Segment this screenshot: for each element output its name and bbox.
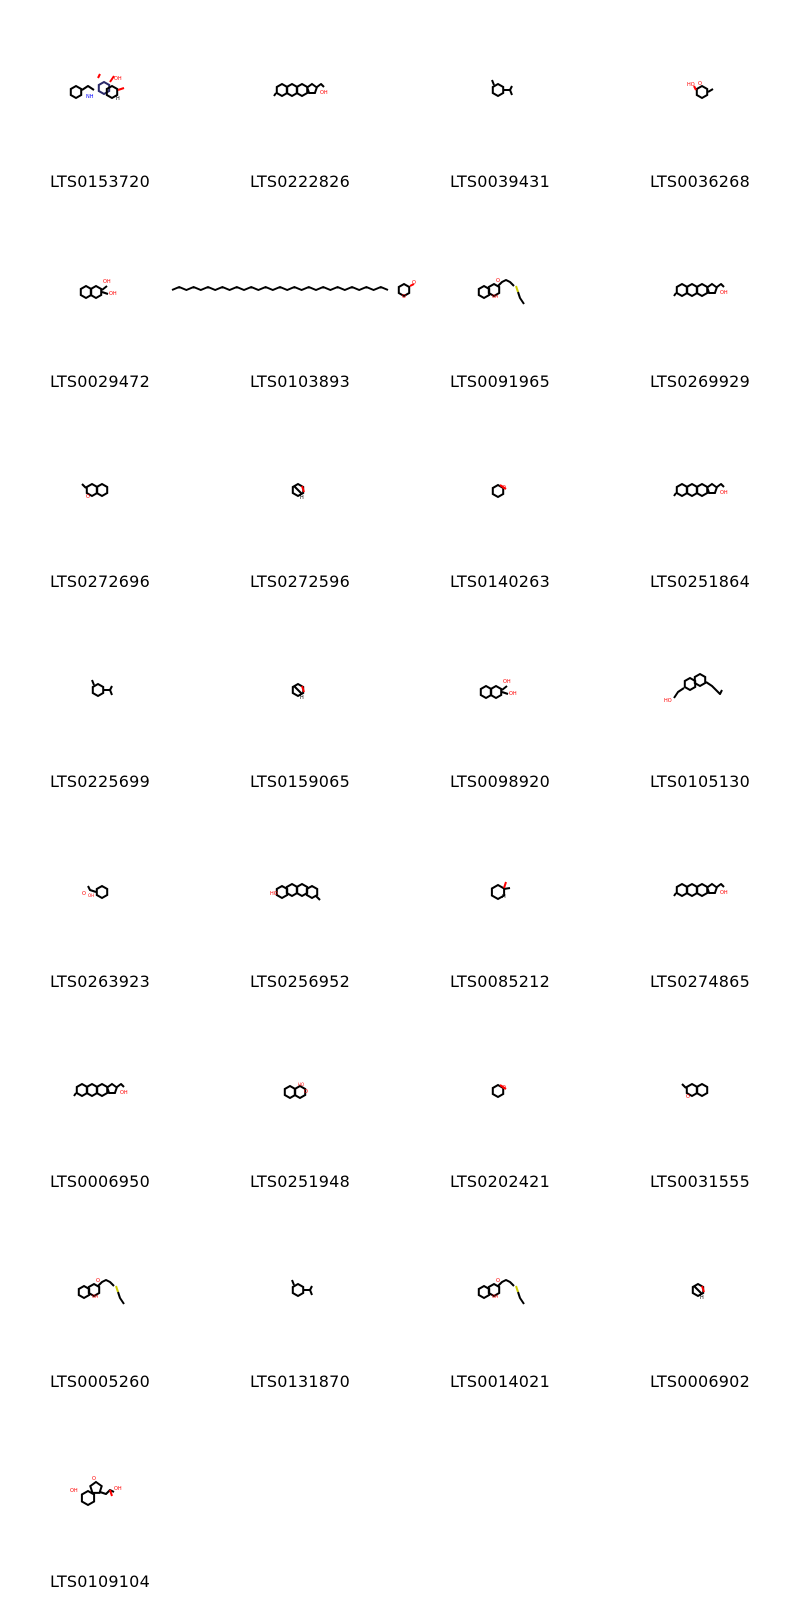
- bond: [674, 688, 684, 698]
- ring: [677, 284, 687, 296]
- bond: [674, 493, 676, 496]
- ring: [707, 284, 717, 293]
- ring: [695, 674, 705, 686]
- bond: [682, 1084, 686, 1088]
- ring: [107, 1084, 117, 1093]
- molecule-cell: [0, 400, 200, 600]
- molecule-structure: [440, 1040, 560, 1140]
- molecule-structure: [40, 240, 160, 340]
- ring: [481, 686, 491, 698]
- bond: [102, 292, 108, 294]
- atom-label: OH: [720, 290, 728, 296]
- bond: [74, 1093, 76, 1096]
- atom-label: OH: [114, 76, 122, 82]
- molecule-cell: [0, 800, 200, 1000]
- atom-label: O: [86, 494, 90, 500]
- ring: [687, 484, 697, 496]
- bond: [88, 886, 96, 892]
- atom-label: O: [82, 891, 86, 897]
- molecule-cell: [0, 0, 200, 200]
- molecule-structure: [440, 240, 560, 340]
- bond: [294, 486, 302, 494]
- molecule-structure: [640, 240, 760, 340]
- bond: [706, 682, 722, 694]
- molecule-id-label: LTS0159065: [250, 772, 350, 791]
- atom-label: O: [92, 1476, 96, 1482]
- atom-label: O: [412, 280, 416, 286]
- molecule-id-label: LTS0140263: [450, 572, 550, 591]
- bond: [498, 1280, 514, 1286]
- atom-label: OH: [509, 691, 517, 697]
- molecule-cell: [0, 1200, 200, 1400]
- ring: [697, 484, 707, 496]
- atom-label: NH: [86, 94, 94, 100]
- molecule-id-label: LTS0251864: [650, 572, 750, 591]
- atom-label: OH: [103, 279, 111, 285]
- molecule-structure: [40, 440, 160, 540]
- bond: [717, 284, 724, 287]
- atom-label: O: [502, 485, 506, 491]
- molecule-cell: [400, 400, 600, 600]
- molecule-structure: [640, 40, 760, 140]
- atom-label: H: [700, 1295, 704, 1301]
- molecule-id-label: LTS0109104: [50, 1572, 150, 1591]
- atom-label: OH: [720, 490, 728, 496]
- molecule-cell: [0, 600, 200, 800]
- atom-label: H: [116, 96, 120, 102]
- molecule-cell: [0, 1400, 200, 1600]
- molecule-structure: [240, 240, 416, 340]
- molecule-structure: [240, 440, 360, 540]
- molecule-id-label: LTS0272596: [250, 572, 350, 591]
- molecule-id-label: LTS0263923: [50, 972, 150, 991]
- atom-label: O: [502, 1085, 506, 1091]
- atom-label: OH: [109, 291, 117, 297]
- molecule-structure: [240, 640, 360, 740]
- atom-label: OH: [320, 90, 328, 96]
- molecule-structure: [640, 1040, 760, 1140]
- ring: [97, 886, 107, 898]
- molecule-id-label: LTS0222826: [250, 172, 350, 191]
- molecule-structure: [240, 840, 360, 940]
- ring: [97, 1084, 107, 1096]
- ring: [677, 884, 687, 896]
- bond: [116, 1286, 118, 1292]
- bond: [310, 1290, 312, 1295]
- molecule-cell: [400, 800, 600, 1000]
- bond: [717, 884, 724, 887]
- atom-label: H: [300, 695, 304, 701]
- ring: [697, 884, 707, 896]
- molecule-id-label: LTS0103893: [250, 372, 350, 391]
- molecule-structure: [440, 840, 560, 940]
- ring: [285, 1086, 295, 1098]
- ring: [287, 84, 297, 96]
- molecule-structure: [440, 40, 560, 140]
- bond: [118, 88, 124, 90]
- molecule-id-label: LTS0006950: [50, 1172, 150, 1191]
- bond: [294, 686, 302, 694]
- atom-label: HO: [687, 82, 695, 88]
- molecule-id-label: LTS0251948: [250, 1172, 350, 1191]
- atom-label: O: [496, 278, 500, 284]
- molecule-cell: [600, 400, 800, 600]
- atom-label: O: [698, 81, 702, 87]
- molecule-cell: [600, 1200, 800, 1400]
- ring: [277, 84, 287, 96]
- atom-label: OH: [720, 890, 728, 896]
- molecule-structure: [440, 1240, 560, 1340]
- bond: [694, 1286, 702, 1294]
- ring: [93, 684, 103, 696]
- bond: [518, 1292, 524, 1304]
- molecule-id-label: LTS0098920: [450, 772, 550, 791]
- atom-label: O: [686, 1094, 690, 1100]
- atom-label: HO: [298, 1082, 305, 1087]
- ring: [90, 1482, 101, 1493]
- molecule-cell: [200, 0, 400, 200]
- molecule-cell: [600, 0, 800, 200]
- molecule-cell: [0, 200, 200, 400]
- molecule-structure: [240, 1040, 360, 1140]
- molecule-structure: [640, 640, 760, 740]
- molecule-id-label: LTS0029472: [50, 372, 150, 391]
- molecule-id-label: LTS0105130: [650, 772, 750, 791]
- ring: [287, 884, 297, 896]
- ring: [479, 1286, 489, 1298]
- molecule-structure: [440, 440, 560, 540]
- molecule-id-label: LTS0131870: [250, 1372, 350, 1391]
- molecule-id-label: LTS0006902: [650, 1372, 750, 1391]
- molecule-id-label: LTS0031555: [650, 1172, 750, 1191]
- ring: [687, 884, 697, 896]
- molecule-structure: [440, 640, 560, 740]
- bond: [118, 1292, 124, 1304]
- molecule-id-label: LTS0153720: [50, 172, 150, 191]
- molecule-cell: [200, 1000, 400, 1200]
- atom-label: OH: [88, 893, 95, 898]
- ring: [491, 686, 501, 698]
- bond: [274, 93, 276, 96]
- molecule-structure: [40, 640, 160, 740]
- atom-label: O: [304, 1089, 308, 1095]
- bond: [172, 287, 388, 290]
- molecule-cell: [200, 200, 416, 400]
- molecule-structure: [640, 1240, 760, 1340]
- bond: [102, 286, 107, 290]
- bond: [82, 86, 94, 90]
- ring: [91, 286, 101, 298]
- molecule-id-label: LTS0085212: [450, 972, 550, 991]
- bond: [518, 292, 524, 304]
- ring: [297, 84, 307, 96]
- atom-label: OH: [92, 1294, 99, 1299]
- bond: [82, 484, 86, 488]
- ring: [697, 86, 707, 98]
- ring: [493, 84, 503, 96]
- molecule-structure: [40, 840, 160, 940]
- molecule-cell: [200, 600, 400, 800]
- ring: [97, 484, 107, 496]
- bond: [708, 89, 713, 92]
- atom-label: OH: [70, 1488, 78, 1494]
- molecule-cell: [400, 600, 600, 800]
- bond: [516, 286, 518, 292]
- ring: [307, 886, 317, 898]
- atom-label: O: [496, 1278, 500, 1284]
- molecule-cell: [400, 1200, 600, 1400]
- molecule-id-label: LTS0256952: [250, 972, 350, 991]
- bond: [502, 686, 507, 690]
- molecule-structure: [640, 440, 760, 540]
- molecule-id-label: LTS0014021: [450, 1372, 550, 1391]
- atom-label: OH: [114, 1486, 122, 1492]
- ring: [677, 484, 687, 496]
- ring: [71, 86, 81, 98]
- ring: [87, 1084, 97, 1096]
- molecule-cell: [200, 800, 400, 1000]
- molecule-id-label: LTS0274865: [650, 972, 750, 991]
- molecule-structure: [40, 1040, 160, 1140]
- atom-label: OH: [492, 1294, 499, 1299]
- molecule-cell: [600, 1000, 800, 1200]
- ring: [707, 884, 717, 893]
- atom-label: OH: [503, 679, 511, 685]
- molecule-cell: [400, 0, 600, 200]
- molecule-structure: [40, 1240, 160, 1340]
- bond: [516, 1286, 518, 1292]
- molecule-id-label: LTS0005260: [50, 1372, 150, 1391]
- molecule-cell: [400, 1000, 600, 1200]
- atom-label: O: [402, 294, 406, 300]
- atom-label: HO: [270, 891, 278, 897]
- molecule-structure: [40, 1440, 160, 1540]
- bond: [117, 1084, 124, 1087]
- molecule-cell: [200, 400, 400, 600]
- molecule-id-label: LTS0272696: [50, 572, 150, 591]
- ring: [687, 284, 697, 296]
- atom-label: H: [502, 894, 506, 900]
- bond: [717, 484, 724, 487]
- bond: [98, 74, 100, 78]
- ring: [697, 284, 707, 296]
- atom-label: HO: [664, 698, 672, 704]
- ring: [707, 484, 717, 493]
- bond: [498, 280, 514, 286]
- molecule-id-label: LTS0036268: [650, 172, 750, 191]
- molecule-id-label: LTS0039431: [450, 172, 550, 191]
- bond: [110, 690, 112, 695]
- bond: [304, 1286, 312, 1290]
- molecule-structure: [240, 40, 360, 140]
- bond: [504, 86, 512, 90]
- bond: [98, 1280, 114, 1286]
- bond: [510, 90, 512, 95]
- atom-label: OH: [120, 1090, 128, 1096]
- bond: [492, 80, 494, 85]
- bond: [292, 1280, 294, 1285]
- molecule-structure: [640, 840, 760, 940]
- ring: [277, 886, 287, 898]
- molecule-id-label: LTS0225699: [50, 772, 150, 791]
- molecule-id-label: LTS0269929: [650, 372, 750, 391]
- ring: [307, 84, 317, 93]
- bond: [502, 692, 508, 694]
- molecule-cell: [200, 1200, 400, 1400]
- molecule-cell: [600, 200, 800, 400]
- molecule-cell: [0, 1000, 200, 1200]
- molecule-cell: [600, 800, 800, 1000]
- molecule-id-label: LTS0202421: [450, 1172, 550, 1191]
- ring: [81, 286, 91, 298]
- bond: [104, 686, 112, 690]
- molecule-id-label: LTS0091965: [450, 372, 550, 391]
- molecule-structure: [40, 40, 160, 140]
- ring: [479, 286, 489, 298]
- ring: [697, 1084, 707, 1096]
- ring: [77, 1084, 87, 1096]
- molecule-cell: [400, 200, 600, 400]
- bond: [317, 84, 324, 87]
- atom-label: O: [96, 1278, 100, 1284]
- bond: [316, 896, 320, 900]
- bond: [674, 293, 676, 296]
- bond: [92, 680, 94, 685]
- bond: [674, 893, 676, 896]
- atom-label: H: [300, 495, 304, 501]
- molecule-cell: [600, 600, 800, 800]
- bond: [504, 882, 506, 888]
- molecule-structure: [240, 1240, 360, 1340]
- atom-label: OH: [492, 294, 499, 299]
- ring: [297, 884, 307, 896]
- ring: [79, 1286, 89, 1298]
- ring: [685, 678, 695, 690]
- ring: [293, 1284, 303, 1296]
